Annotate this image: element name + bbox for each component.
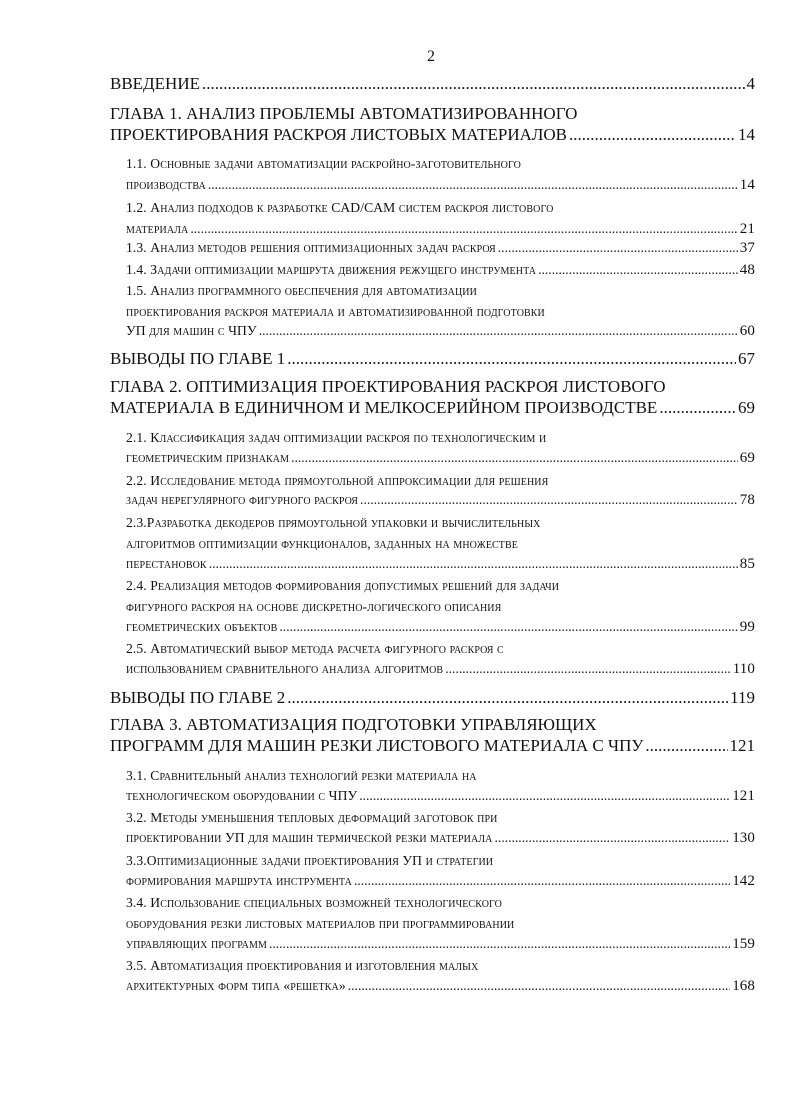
toc-chapter-1[interactable]	[110, 125, 755, 145]
toc-entry-title: ПРОГРАММ ДЛЯ МАШИН РЕЗКИ ЛИСТОВОГО МАТЕРИАЛА С ЧПУ	[110, 736, 644, 755]
toc-section-3-5[interactable]	[126, 978, 755, 995]
toc-chapter-2-line1: ГЛАВА 2. ОПТИМИЗАЦИЯ ПРОЕКТИРОВАНИЯ РАСКРОЯ ЛИСТОВОГО	[110, 377, 666, 396]
toc-section-2-2[interactable]	[126, 492, 755, 509]
toc-entry-page: 121	[729, 736, 755, 755]
toc-section-3-3-line1: 3.3.Оптимизационные задачи проектирования УП и стратегии	[126, 853, 494, 868]
toc-section-3-1[interactable]	[126, 788, 755, 805]
leader-dots	[645, 736, 727, 756]
toc-entry-page: 14	[738, 125, 755, 144]
toc-section-1-2-line1: 1.2. Анализ подходов к разработке CAD/CAM систем раскроя листового	[126, 200, 554, 215]
toc-entry-page: 119	[730, 688, 755, 707]
leader-dots	[190, 221, 737, 237]
toc-section-2-4-line1: 2.4. Реализация методов формирования допустимых решений для задачи	[126, 578, 560, 593]
toc-entry-page: 159	[732, 936, 755, 952]
toc-entry-title: перестановок	[126, 556, 207, 571]
toc-section-1-5-line2: проектирования раскроя материала и автоматизированной подготовки	[126, 304, 545, 319]
leader-dots	[360, 492, 738, 508]
toc-section-1-5[interactable]	[126, 323, 755, 340]
leader-dots	[354, 873, 730, 889]
toc-entry-page: 60	[739, 323, 755, 339]
page-number: 2	[427, 48, 435, 65]
leader-dots	[269, 936, 730, 952]
toc-section-1-5-line1: 1.5. Анализ программного обеспечения для автоматизации	[126, 283, 477, 298]
leader-dots	[569, 125, 736, 145]
leader-dots	[495, 830, 731, 846]
toc-entry-page: 78	[739, 492, 755, 508]
toc-entry-title: формирования маршрута инструмента	[126, 873, 352, 888]
toc-entry-page: 37	[739, 240, 755, 256]
toc-conclusions-1[interactable]	[110, 349, 755, 369]
leader-dots	[498, 240, 738, 256]
toc-section-1-2[interactable]	[126, 221, 755, 238]
leader-dots	[287, 349, 736, 369]
leader-dots	[659, 398, 736, 418]
toc-entry-title: УП для машин с ЧПУ	[126, 323, 257, 338]
leader-dots	[359, 788, 730, 804]
leader-dots	[259, 323, 738, 339]
toc-entry-page: 121	[732, 788, 755, 804]
toc-entry-page: 14	[739, 177, 755, 193]
toc-section-2-5-line1: 2.5. Автоматический выбор метода расчета фигурного раскроя с	[126, 641, 504, 656]
toc-section-3-4-line2: оборудования резки листовых материалов при программировании	[126, 916, 515, 931]
toc-entry-page: 69	[739, 450, 755, 466]
toc-conclusions-2[interactable]	[110, 688, 755, 708]
toc-entry-page: 168	[732, 978, 755, 994]
leader-dots	[291, 450, 738, 466]
toc-entry-page: 67	[738, 349, 755, 368]
toc-section-3-2-line1: 3.2. Методы уменьшения тепловых деформаций заготовок при	[126, 810, 498, 825]
toc-entry-page: 21	[739, 221, 755, 237]
toc-section-3-2[interactable]	[126, 830, 755, 847]
toc-entry-title: архитектурных форм типа «решетка»	[126, 978, 346, 993]
toc-entry-page: 110	[732, 661, 755, 677]
toc-entry-title: геометрическим признакам	[126, 450, 290, 465]
toc-section-2-4-line2: фигурного раскроя на основе дискретно-логического описания	[126, 599, 502, 614]
toc-chapter-3-line1: ГЛАВА 3. АВТОМАТИЗАЦИЯ ПОДГОТОВКИ УПРАВЛЯЮЩИХ	[110, 715, 597, 734]
toc-section-3-4[interactable]	[126, 936, 755, 953]
toc-section-1-4[interactable]	[126, 262, 755, 279]
toc-section-2-5[interactable]	[126, 661, 755, 678]
leader-dots	[538, 262, 738, 278]
toc-chapter-3[interactable]	[110, 736, 755, 756]
toc-section-2-1-line1: 2.1. Классификация задач оптимизации раскроя по технологическим и	[126, 430, 547, 445]
leader-dots	[348, 978, 730, 994]
toc-entry-title: использованием сравнительного анализа алгоритмов	[126, 661, 444, 676]
toc-chapter-1-line1: ГЛАВА 1. АНАЛИЗ ПРОБЛЕМЫ АВТОМАТИЗИРОВАННОГО	[110, 104, 578, 123]
toc-entry-title: производства	[126, 177, 206, 192]
toc-chapter-2[interactable]	[110, 398, 755, 418]
toc-section-1-1[interactable]	[126, 177, 755, 194]
toc-entry-title: управляющих программ	[126, 936, 267, 951]
toc-section-2-1[interactable]	[126, 450, 755, 467]
toc-entry-page: 69	[738, 398, 755, 417]
toc-entry-title: ПРОЕКТИРОВАНИЯ РАСКРОЯ ЛИСТОВЫХ МАТЕРИАЛОВ	[110, 125, 568, 144]
toc-entry-title: задач нерегулярного фигурного раскроя	[126, 492, 359, 507]
toc-entry-title: ВВЕДЕНИЕ	[110, 74, 200, 93]
leader-dots	[445, 661, 731, 677]
toc-section-2-3-line2: алгоритмов оптимизации функционалов, заданных на множестве	[126, 536, 518, 551]
leader-dots	[202, 74, 745, 94]
toc-entry-title: материала	[126, 221, 189, 236]
toc-entry-title: 1.4. Задачи оптимизации маршрута движения режущего инструмента	[126, 262, 537, 277]
toc-entry-title: проектировании УП для машин термической резки материала	[126, 830, 493, 845]
toc-section-3-1-line1: 3.1. Сравнительный анализ технологий резки материала на	[126, 768, 477, 783]
toc-entry-page: 85	[739, 556, 755, 572]
toc-entry-title: ВЫВОДЫ ПО ГЛАВЕ 2	[110, 688, 286, 707]
toc-entry-page: 142	[732, 873, 755, 889]
toc-entry-page: 130	[732, 830, 755, 846]
toc-entry-title: МАТЕРИАЛА В ЕДИНИЧНОМ И МЕЛКОСЕРИЙНОМ ПРОИЗВОДСТВЕ	[110, 398, 658, 417]
toc-entry-intro[interactable]	[110, 74, 755, 94]
toc-section-3-3[interactable]	[126, 873, 755, 890]
toc-entry-title: геометрических объектов	[126, 619, 278, 634]
toc-entry-title: технологическом оборудовании с ЧПУ	[126, 788, 358, 803]
toc-entry-page: 99	[739, 619, 755, 635]
toc-section-3-5-line1: 3.5. Автоматизация проектирования и изготовления малых	[126, 958, 479, 973]
leader-dots	[209, 556, 738, 572]
leader-dots	[279, 619, 737, 635]
toc-entry-title: ВЫВОДЫ ПО ГЛАВЕ 1	[110, 349, 286, 368]
leader-dots	[208, 177, 738, 193]
toc-entry-page: 48	[739, 262, 755, 278]
toc-section-2-2-line1: 2.2. Исследование метода прямоугольной аппроксимации для решения	[126, 473, 549, 488]
toc-entry-title: 1.3. Анализ методов решения оптимизационных задач раскроя	[126, 240, 496, 255]
toc-entry-page: 4	[746, 74, 755, 93]
toc-section-2-3[interactable]	[126, 556, 755, 573]
toc-section-1-3[interactable]	[126, 240, 755, 257]
toc-section-3-4-line1: 3.4. Использование специальных возможней технологического	[126, 895, 502, 910]
leader-dots	[287, 688, 728, 708]
toc-section-2-4[interactable]	[126, 619, 755, 636]
toc-section-1-1-line1: 1.1. Основные задачи автоматизации раскройно-заготовительного	[126, 156, 521, 171]
toc-section-2-3-line1: 2.3.Разработка декодеров прямоугольной упаковки и вычислительных	[126, 515, 541, 530]
